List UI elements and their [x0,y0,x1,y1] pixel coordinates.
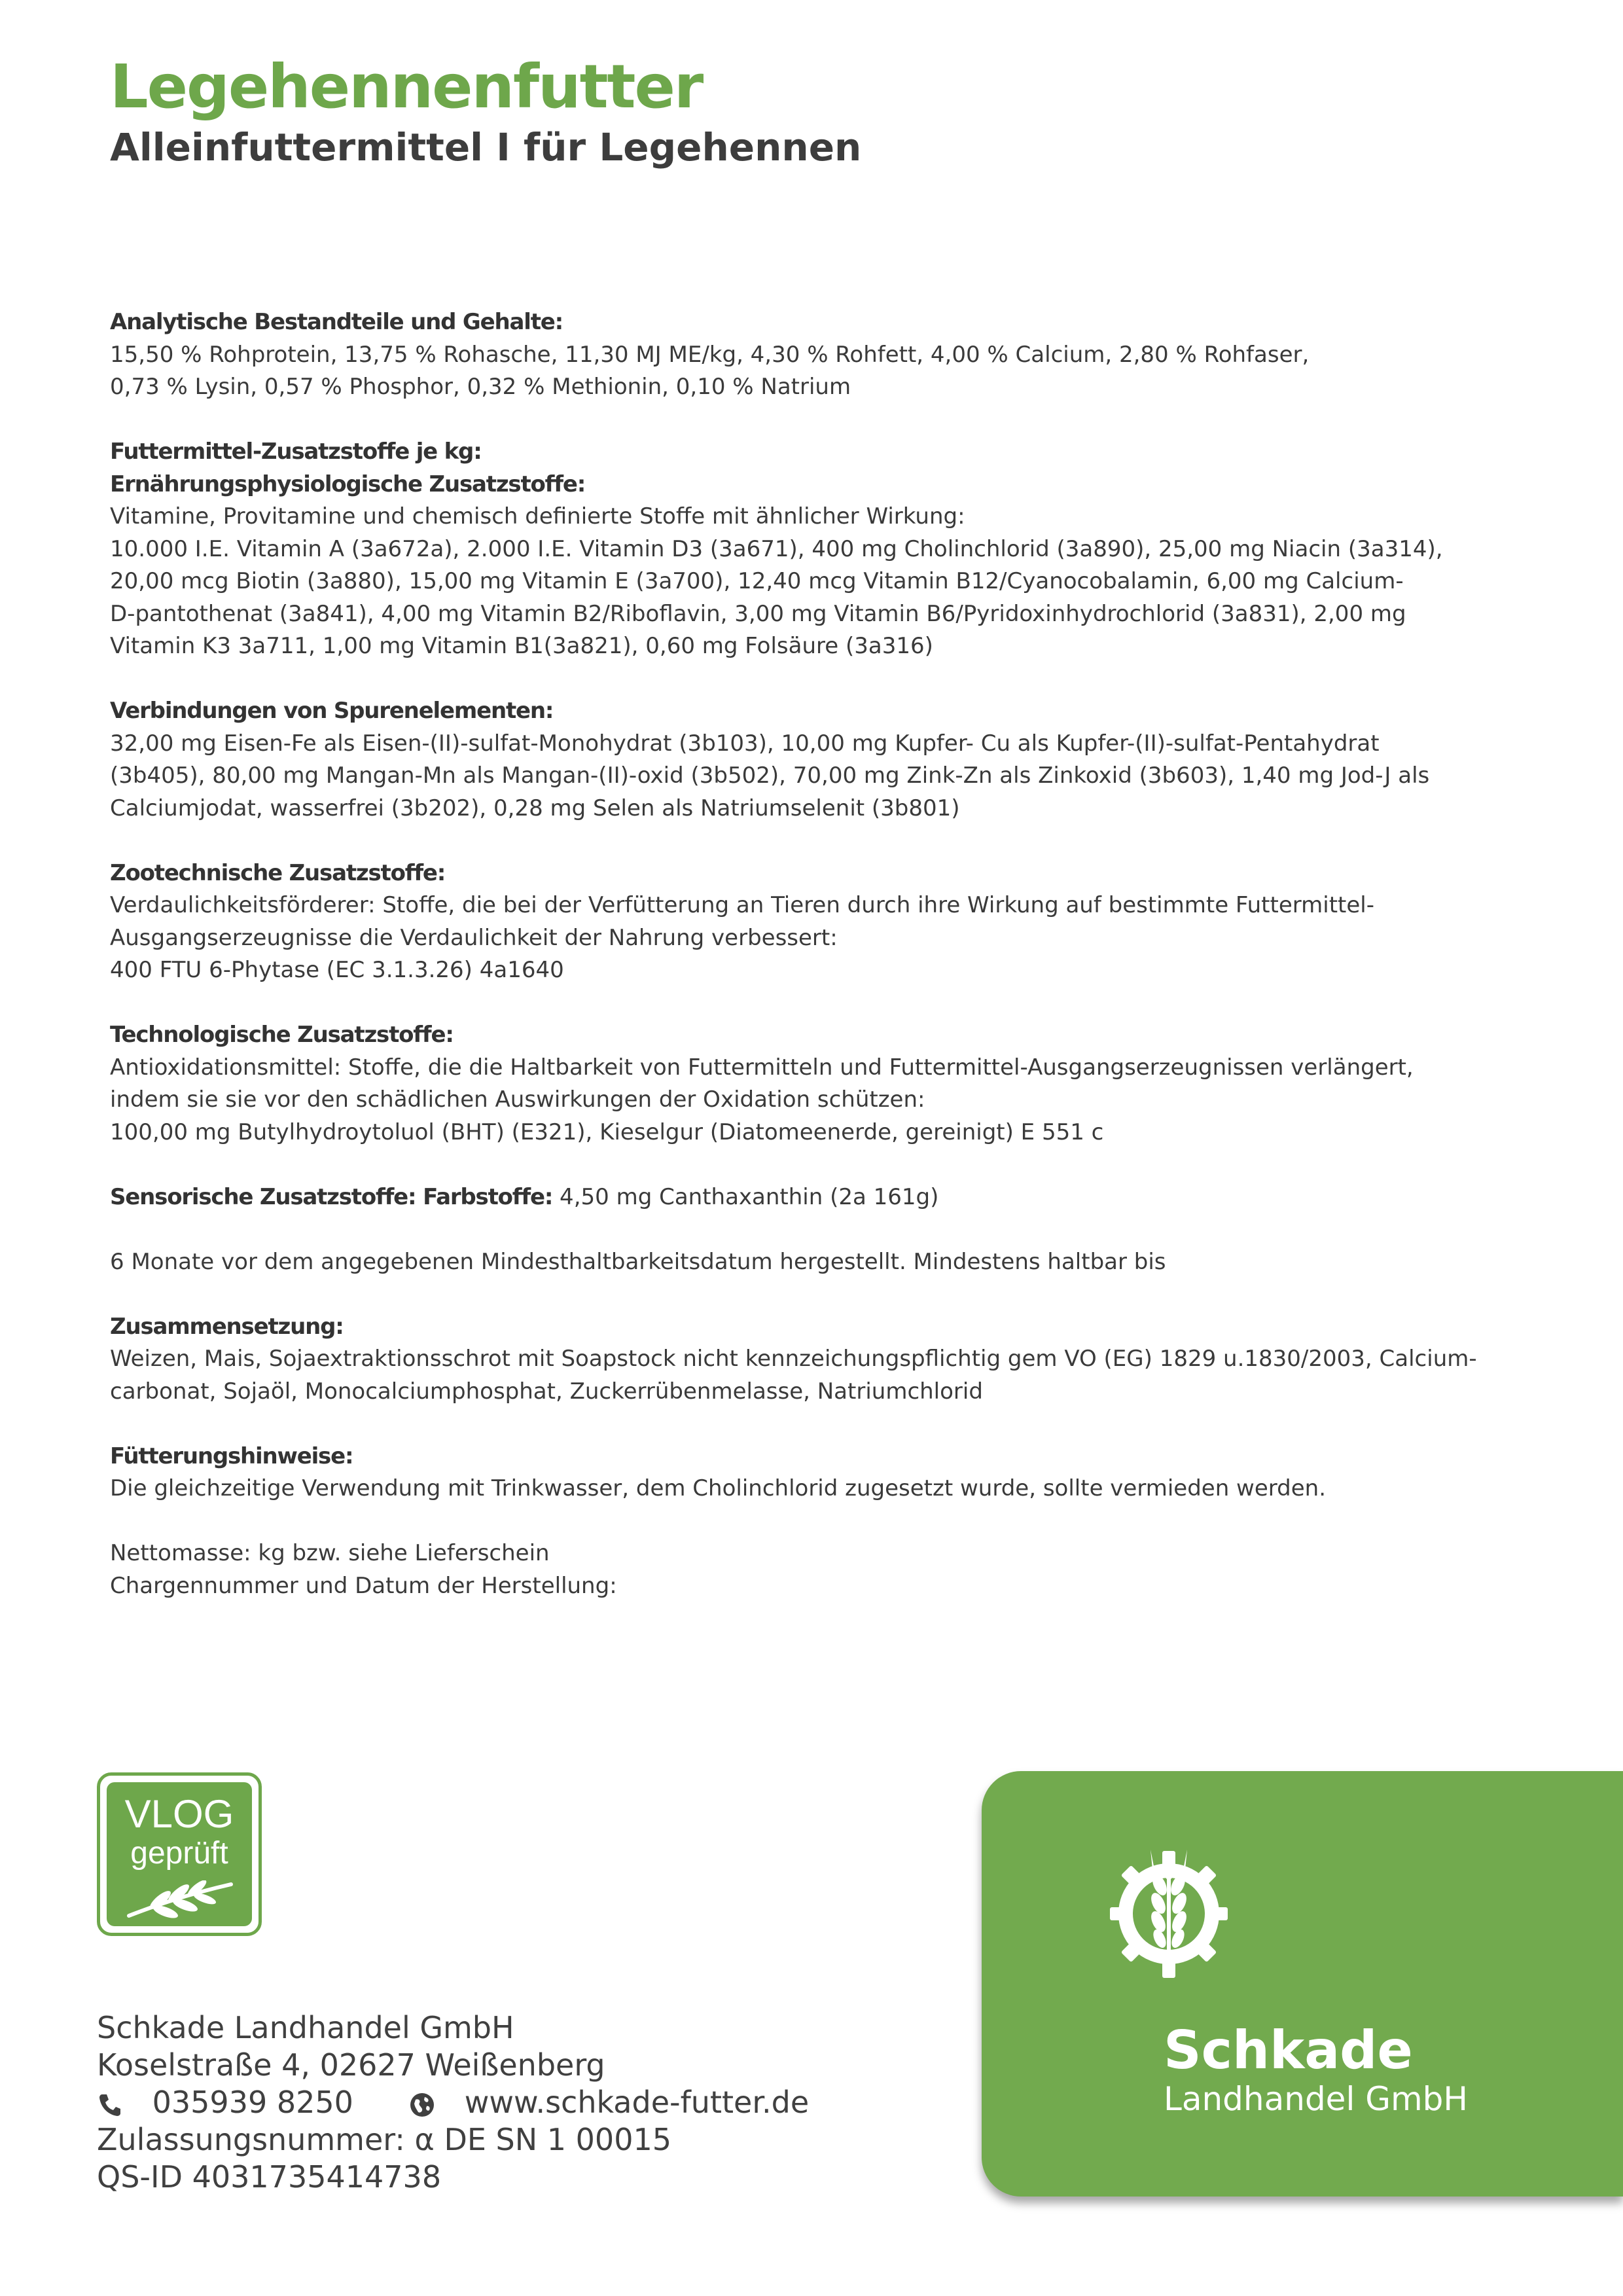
trace-line: (3b405), 80,00 mg Mangan-Mn als Mangan-(II)-oxid (3b502), 70,00 mg Zink-Zn als Zinkoxid (3b603), 1,40 mg Jod-J als [110,762,1430,789]
globe-icon [409,2092,435,2118]
analytical-line: 15,50 % Rohprotein, 13,75 % Rohasche, 11,30 MJ ME/kg, 4,30 % Rohfett, 4,00 % Calcium, 2,80 % Rohfaser, [110,341,1310,368]
zootechnical-line: 400 FTU 6-Phytase (EC 3.1.3.26) 4a1640 [110,957,564,983]
sensory-heading: Sensorische Zusatzstoffe: Farbstoffe: [110,1183,553,1210]
technological-heading: Technologische Zusatzstoffe: [110,1022,454,1048]
trace-heading: Verbindungen von Spurenelementen: [110,698,554,724]
company-phone: 035939 8250 [152,2085,353,2120]
sensory-value: 4,50 mg Canthaxanthin (2a 161g) [552,1183,939,1210]
trace-line: 32,00 mg Eisen-Fe als Eisen-(II)-sulfat-Monohydrat (3b103), 10,00 mg Kupfer- Cu als Kupfer-(II)-sulfat-Pentahydrat [110,730,1380,757]
vlog-badge [97,1772,262,1936]
company-address [97,2009,809,2196]
composition-line: Weizen, Mais, Sojaextraktionsschrot mit Soapstock nicht kennzeichungspflichtig gem VO (EG) 1829 u.1830/2003, Calcium- [110,1346,1477,1372]
company-street: Koselstraße 4, 02627 Weißenberg [97,2047,605,2083]
vlog-badge-title: VLOG [124,1792,234,1836]
wheat-gear-logo [1105,1837,1233,1982]
analytical-heading: Analytische Bestandteile und Gehalte: [110,309,563,335]
batch-text: Chargennummer und Datum der Herstellung: [110,1572,617,1599]
nutritional-heading: Ernährungsphysiologische Zusatzstoffe: [110,471,586,497]
zootechnical-line: Verdaulichkeitsförderer: Stoffe, die bei der Verfütterung an Tieren durch ihre Wirkung auf bestimmte Futtermittel- [110,892,1374,918]
vlog-badge-subtitle: geprüft [130,1836,228,1871]
additives-line: Vitamin K3 3a711, 1,00 mg Vitamin B1(3a821), 0,60 mg Folsäure (3a316) [110,633,933,659]
wheat-leaf-icon [126,1880,239,1920]
additives-line: D-pantothenat (3a841), 4,00 mg Vitamin B2/Riboflavin, 3,00 mg Vitamin B6/Pyridoxinhydrochlorid (3a831), 2,00 mg [110,600,1406,627]
analytical-line: 0,73 % Lysin, 0,57 % Phosphor, 0,32 % Methionin, 0,10 % Natrium [110,374,851,400]
label-content [110,306,1537,1602]
phone-icon [97,2092,123,2118]
trace-line: Calciumjodat, wasserfrei (3b202), 0,28 mg Selen als Natriumselenit (3b801) [110,795,960,821]
company-website: www.schkade-futter.de [464,2085,810,2120]
composition-line: carbonat, Sojaöl, Monocalciumphosphat, Zuckerrübenmelasse, Natriumchlorid [110,1378,983,1405]
page-title: Legehennenfutter [110,52,703,122]
technological-line: 100,00 mg Butylhydroytoluol (BHT) (E321), Kieselgur (Diatomeenerde, gereinigt) E 551 c [110,1119,1104,1145]
qs-id: QS-ID 4031735414738 [97,2159,442,2195]
additives-line: 20,00 mcg Biotin (3a880), 15,00 mg Vitamin E (3a700), 12,40 mcg Vitamin B12/Cyanocobalamin, 6,00 mg Calcium- [110,568,1404,594]
additives-line: 10.000 I.E. Vitamin A (3a672a), 2.000 I.E. Vitamin D3 (3a671), 400 mg Cholinchlorid (3a890), 25,00 mg Niacin (3a314), [110,535,1443,562]
shelf-life-text: 6 Monate vor dem angegebenen Mindesthaltbarkeitsdatum hergestellt. Mindestens haltbar bis [110,1248,1166,1275]
brand-name: Schkade [1164,2020,1413,2081]
company-name: Schkade Landhandel GmbH [97,2010,514,2045]
zootechnical-line: Ausgangserzeugnisse die Verdaulichkeit der Nahrung verbessert: [110,924,838,951]
technological-line: indem sie sie vor den schädlichen Auswirkungen der Oxidation schützen: [110,1086,925,1113]
approval-number: Zulassungsnummer: α DE SN 1 00015 [97,2122,671,2157]
page-subtitle: Alleinfuttermittel I für Legehennen [110,125,862,170]
composition-heading: Zusammensetzung: [110,1313,344,1340]
additives-heading: Futtermittel-Zusatzstoffe je kg: [110,439,482,465]
technological-line: Antioxidationsmittel: Stoffe, die die Haltbarkeit von Futtermitteln und Futtermittel-Ausgangserzeugnissen verlängert, [110,1054,1414,1081]
brand-card [982,1771,1623,2197]
feeding-heading: Fütterungshinweise: [110,1443,353,1469]
feeding-line: Die gleichzeitige Verwendung mit Trinkwasser, dem Cholinchlorid zugesetzt wurde, sollte vermieden werden. [110,1475,1327,1501]
brand-subtitle: Landhandel GmbH [1164,2080,1469,2118]
net-mass-text: Nettomasse: kg bzw. siehe Lieferschein [110,1540,550,1566]
zootechnical-heading: Zootechnische Zusatzstoffe: [110,859,446,886]
additives-line: Vitamine, Provitamine und chemisch definierte Stoffe mit ähnlicher Wirkung: [110,503,965,529]
